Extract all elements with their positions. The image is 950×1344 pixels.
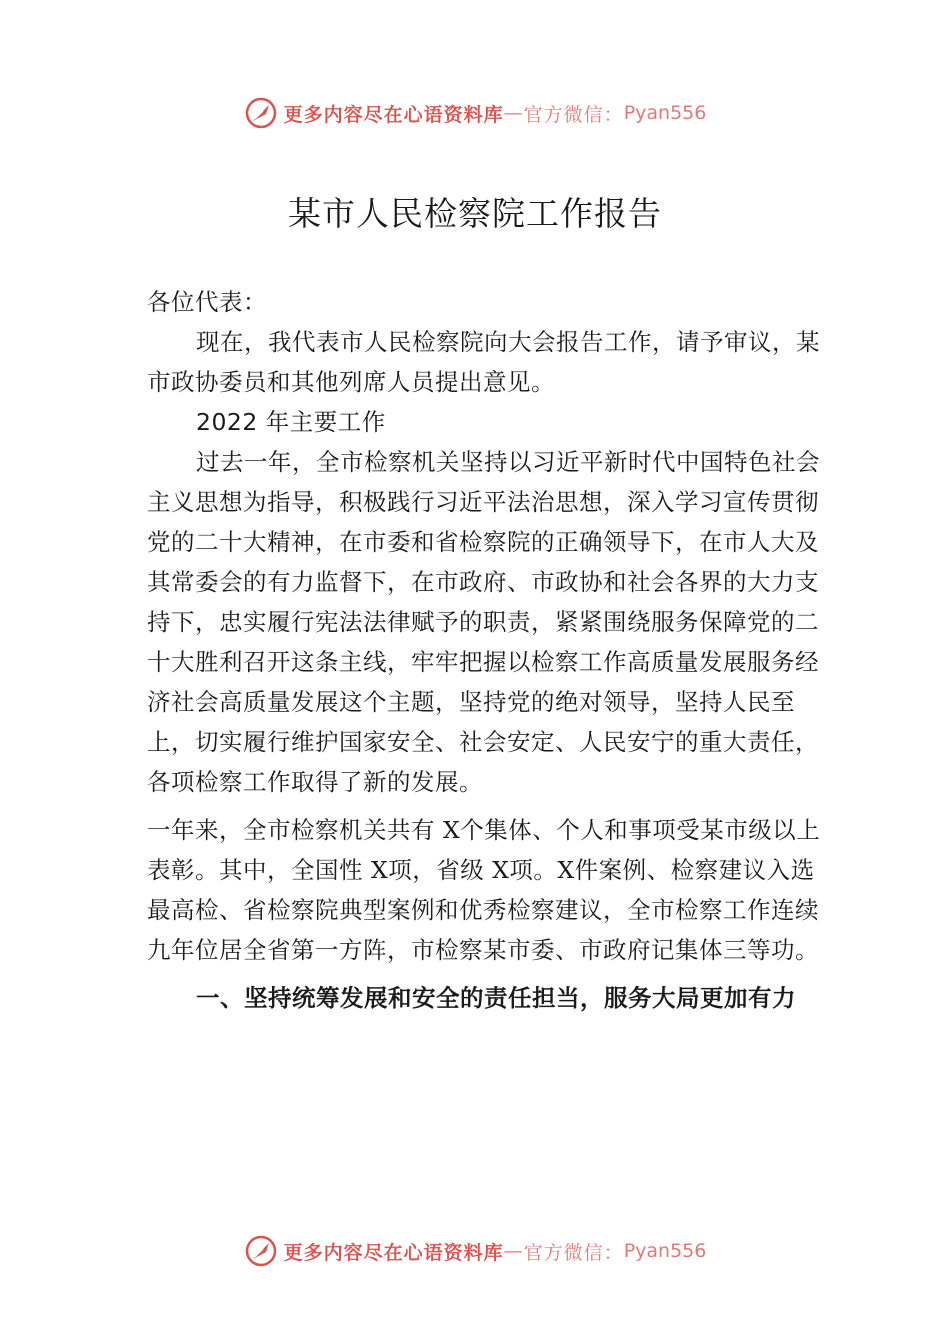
year-heading: 2022 年主要工作 <box>196 408 386 436</box>
document-body <box>147 282 827 1018</box>
watermark-wechat-id: Pyan556 <box>623 102 707 124</box>
intro-paragraph: 现在，我代表市人民检察院向大会报告工作，请予审议，某市政协委员和其他列席人员提出意见。 <box>147 328 820 396</box>
watermark-colon: ： <box>603 1241 624 1264</box>
watermark-footer <box>0 1234 950 1268</box>
section-heading: 一、坚持统筹发展和安全的责任担当，服务大局更加有力 <box>196 984 796 1012</box>
watermark-wechat-id: Pyan556 <box>623 1240 707 1262</box>
watermark-separator: — <box>503 102 524 124</box>
watermark-main-text: 更多内容尽在心语资料库 <box>283 103 504 126</box>
watermark-separator: — <box>503 1240 524 1262</box>
salutation: 各位代表： <box>147 288 267 316</box>
watermark-label: 官方微信 <box>523 103 604 126</box>
quill-logo-icon <box>244 1234 278 1268</box>
stats-paragraph: 一年来，全市检察机关共有 X个集体、个人和事项受某市级以上表彰。其中，全国性 X项，省级 X项。X件案例、检察建议入选最高检、省检察院典型案例和优秀检察建议，全市检察工作连续九年位居全省第一方阵，市检察某市委、市政府记集体三等功。 <box>147 816 821 964</box>
watermark-label: 官方微信 <box>523 1241 604 1264</box>
review-paragraph: 过去一年，全市检察机关坚持以习近平新时代中国特色社会主义思想为指导，积极践行习近平法治思想，深入学习宣传贯彻党的二十大精神，在市委和省检察院的正确领导下，在市人大及其常委会的有力监督下，在市政府、市政协和社会各界的大力支持下，忠实履行宪法法律赋予的职责，紧紧围绕服务保障党的二十大胜利召开这条主线，牢牢把握以检察工作高质量发展服务经济社会高质量发展这个主题，坚持党的绝对领导，坚持人民至上，切实履行维护国家安全、社会安定、人民安宁的重大责任，各项检察工作取得了新的发展。 <box>147 448 820 796</box>
page-title: 某市人民检察院工作报告 <box>288 194 662 233</box>
watermark-header <box>0 96 950 130</box>
watermark-main-text: 更多内容尽在心语资料库 <box>283 1241 504 1264</box>
watermark-colon: ： <box>603 103 624 126</box>
quill-logo-icon <box>244 96 278 130</box>
